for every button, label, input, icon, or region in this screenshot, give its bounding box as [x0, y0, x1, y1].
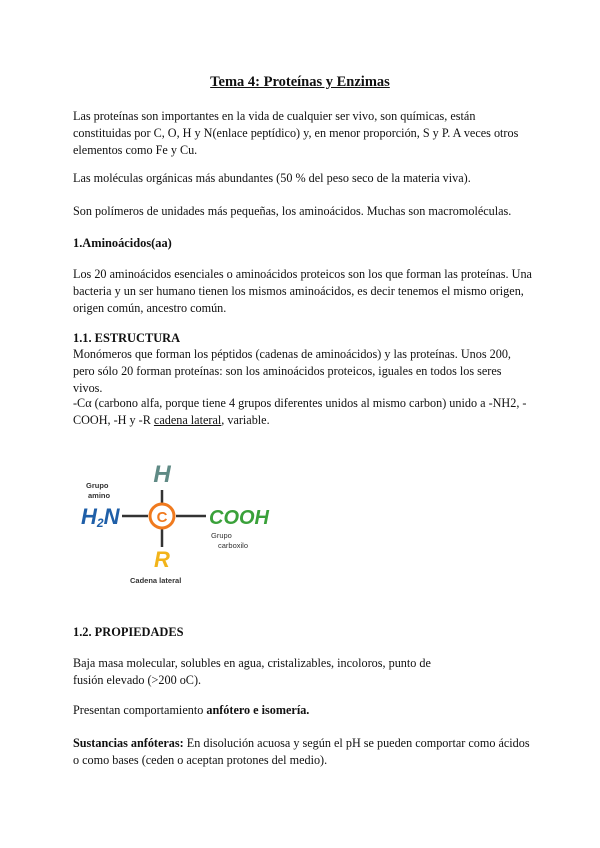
section-1-1-paragraph-2 [73, 395, 533, 429]
section-1-1-heading: 1.1. ESTRUCTURA [73, 331, 181, 345]
grupo-carboxilo-label-2: carboxilo [218, 541, 249, 550]
intro-paragraph-2: Las moléculas orgánicas más abundantes (50 % del peso seco de la materia viva). [73, 171, 471, 185]
cadena-text-before: -Cα (carbono alfa, porque tiene 4 grupos diferentes unidos al mismo carbon) unido a -NH2, -COOH, -H y -R [73, 396, 527, 427]
cadena-lateral-link: cadena lateral [153, 413, 222, 427]
section-1-2-paragraph-2 [73, 702, 533, 719]
section-1-2-paragraph-1: Baja masa molecular, solubles en agua, cristalizables, incoloros, punto de fusión elevado (>200 oC). [73, 656, 431, 687]
section-1-heading: 1.Aminoácidos(aa) [73, 236, 172, 250]
amino-acid-diagram [78, 452, 278, 592]
intro-paragraph-3: Son polímeros de unidades más pequeñas, los aminoácidos. Muchas son macromoléculas. [73, 204, 512, 218]
section-1-paragraph: Los 20 aminoácidos esenciales o aminoácidos proteicos son los que forman las proteínas. Una bacteria y un ser humano tienen los mismos aminoácidos, es decir tenemos el mismo origen, origen común, ancestro común. [73, 267, 532, 315]
sustancias-anfoteras-text: En disolución acuosa y según el pH se pueden comportar como ácidos o como bases (ceden o aceptan protones del medio). [73, 736, 530, 767]
section-1-2-heading: 1.2. PROPIEDADES [73, 625, 184, 639]
intro-paragraph-1: Las proteínas son importantes en la vida de cualquier ser vivo, son químicas, están constituidas por C, O, H y N(enlace peptídico) y, en menor proporción, S y P. A veces otros elementos como Fe y Cu. [73, 109, 519, 157]
amino-group-label [81, 504, 121, 530]
amino-h: H [81, 504, 97, 529]
section-1-2-paragraph-3 [73, 735, 533, 769]
alpha-carbon-label: C [156, 509, 168, 526]
grupo-amino-label-2: amino [88, 491, 111, 500]
side-chain-r-label: R [154, 547, 170, 572]
cadena-lateral-label: Cadena lateral [130, 576, 182, 585]
cadena-text-after: , variable. [221, 413, 270, 427]
anfotero-bold-text: anfótero e isomería. [206, 703, 310, 717]
grupo-carboxilo-label-1: Grupo [211, 531, 232, 540]
hydrogen-label: H [153, 461, 171, 488]
anfotero-text-before: Presentan comportamiento [73, 703, 207, 717]
grupo-amino-label-1: Grupo [86, 481, 109, 490]
carboxyl-group-label: COOH [209, 507, 269, 529]
amino-n: N [103, 504, 120, 529]
page-title: Tema 4: Proteínas y Enzimas [210, 74, 390, 90]
amino-subscript: 2 [96, 516, 104, 530]
sustancias-anfoteras-label: Sustancias anfóteras: [73, 736, 184, 750]
section-1-1-paragraph-1: Monómeros que forman los péptidos (cadenas de aminoácidos) y las proteínas. Unos 200, pero sólo 20 forman proteínas: son los aminoácidos proteicos, iguales en todos los seres vivos. [73, 347, 511, 395]
